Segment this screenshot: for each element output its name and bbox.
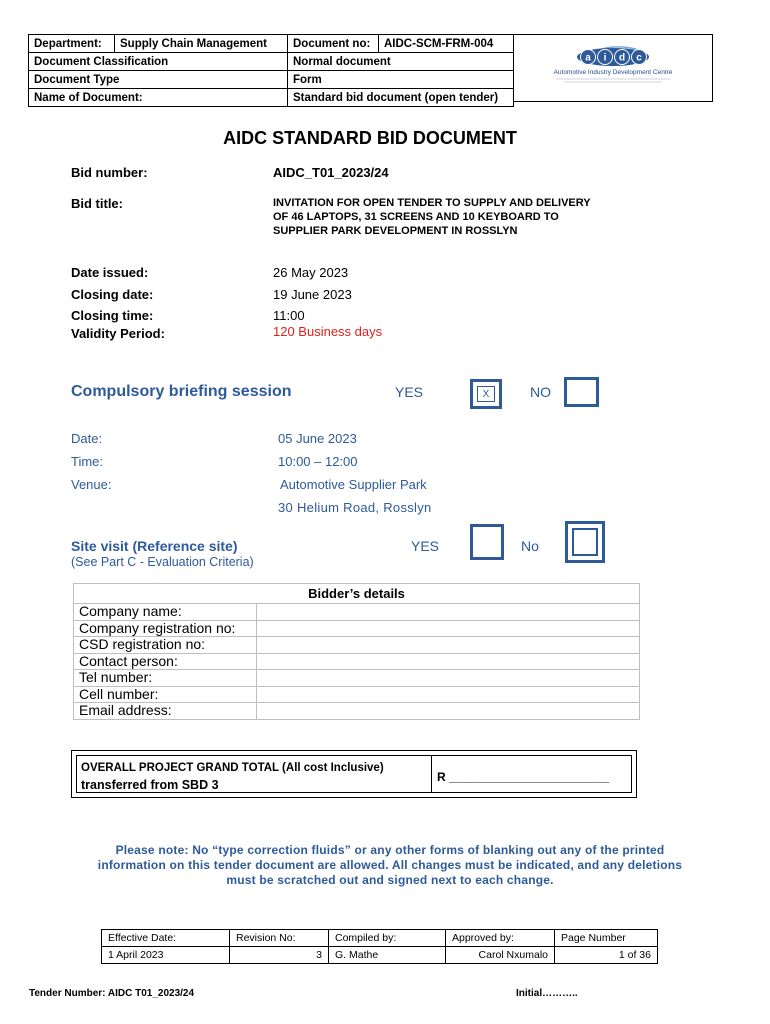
page-number-value: 1 of 36 bbox=[555, 947, 658, 964]
bid-title-line: SUPPLIER PARK DEVELOPMENT IN ROSSLYN bbox=[273, 225, 518, 237]
briefing-venue-line1: Automotive Supplier Park bbox=[280, 477, 427, 492]
note-line: Please note: No “type correction fluids” or any other forms of blanking out any of the printed bbox=[115, 843, 665, 857]
briefing-date-label: Date: bbox=[71, 431, 103, 446]
closing-time-label: Closing time: bbox=[71, 308, 154, 323]
briefing-no-label: NO bbox=[530, 384, 551, 400]
department-label: Department: bbox=[29, 35, 115, 53]
site-visit-subheading: (See Part C - Evaluation Criteria) bbox=[71, 555, 254, 569]
table-row bbox=[74, 686, 640, 703]
table-row bbox=[74, 637, 640, 654]
effective-date-value: 1 April 2023 bbox=[102, 947, 230, 964]
logo-tagline: Automotive Industry Development Centre bbox=[553, 69, 673, 76]
document-type-value: Form bbox=[288, 71, 514, 89]
logo-letter-i: i bbox=[603, 52, 607, 64]
department-value: Supply Chain Management bbox=[115, 35, 288, 53]
note-line: information on this tender document are allowed. All changes must be indicated, and any deletions bbox=[97, 858, 683, 872]
logo-letter-d: d bbox=[618, 52, 626, 64]
bid-number-value: AIDC_T01_2023/24 bbox=[273, 165, 389, 180]
bidder-field-label: Cell number: bbox=[74, 686, 257, 703]
bidder-field-label: Company name: bbox=[74, 604, 257, 621]
table-row bbox=[74, 670, 640, 687]
briefing-no-checkbox[interactable] bbox=[564, 377, 599, 407]
bid-title-line: INVITATION FOR OPEN TENDER TO SUPPLY AND DELIVERY bbox=[273, 197, 591, 209]
document-header-table bbox=[28, 34, 514, 107]
site-visit-no-label: No bbox=[521, 538, 539, 554]
briefing-time-value: 10:00 – 12:00 bbox=[278, 454, 358, 469]
document-no-value: AIDC-SCM-FRM-004 bbox=[379, 35, 514, 53]
classification-value: Normal document bbox=[288, 53, 514, 71]
company-name-field[interactable] bbox=[257, 604, 640, 621]
briefing-venue-label: Venue: bbox=[71, 477, 112, 492]
classification-label: Document Classification bbox=[29, 53, 288, 71]
briefing-heading: Compulsory briefing session bbox=[71, 383, 292, 400]
aidc-logo bbox=[514, 34, 713, 102]
effective-date-header: Effective Date: bbox=[102, 930, 230, 947]
closing-time-value: 11:00 bbox=[273, 308, 305, 323]
grand-total-divider bbox=[431, 756, 432, 792]
compiled-by-value: G. Mathe bbox=[329, 947, 446, 964]
site-visit-heading: Site visit (Reference site) bbox=[71, 538, 238, 554]
grand-total-value[interactable]: R ________________________ bbox=[437, 770, 610, 784]
initial-footer: Initial……….. bbox=[516, 988, 578, 999]
document-name-value: Standard bid document (open tender) bbox=[288, 89, 514, 107]
table-row bbox=[74, 703, 640, 720]
compiled-by-header: Compiled by: bbox=[329, 930, 446, 947]
company-registration-field[interactable] bbox=[257, 620, 640, 637]
approved-by-header: Approved by: bbox=[446, 930, 555, 947]
revision-table bbox=[101, 929, 658, 964]
bidder-field-label: CSD registration no: bbox=[74, 637, 257, 654]
csd-registration-field[interactable] bbox=[257, 637, 640, 654]
document-name-label: Name of Document: bbox=[29, 89, 288, 107]
bid-title-label: Bid title: bbox=[71, 196, 123, 211]
table-row bbox=[74, 653, 640, 670]
bidder-details-heading: Bidder’s details bbox=[74, 584, 640, 604]
closing-date-label: Closing date: bbox=[71, 287, 154, 302]
contact-person-field[interactable] bbox=[257, 653, 640, 670]
revision-no-header: Revision No: bbox=[230, 930, 329, 947]
site-visit-yes-checkbox[interactable] bbox=[470, 524, 504, 560]
site-visit-yes-label: YES bbox=[411, 538, 440, 554]
bidder-field-label: Email address: bbox=[74, 703, 257, 720]
grand-total-label-line2: transferred from SBD 3 bbox=[81, 778, 219, 792]
revision-no-value: 3 bbox=[230, 947, 329, 964]
briefing-yes-checkbox[interactable] bbox=[470, 379, 502, 409]
page-number-header: Page Number bbox=[555, 930, 658, 947]
cell-number-field[interactable] bbox=[257, 686, 640, 703]
grand-total-inner bbox=[76, 755, 632, 793]
validity-period-label: Validity Period: bbox=[71, 326, 165, 341]
closing-date-value: 19 June 2023 bbox=[273, 287, 352, 302]
briefing-date-value: 05 June 2023 bbox=[278, 431, 357, 446]
briefing-yes-label: YES bbox=[395, 384, 424, 400]
correction-fluid-note bbox=[60, 843, 720, 888]
logo-letter-c: c bbox=[636, 52, 642, 64]
bidder-field-label: Company registration no: bbox=[74, 620, 257, 637]
bid-number-label: Bid number: bbox=[71, 165, 148, 180]
briefing-venue-line2: 30 Helium Road, Rosslyn bbox=[278, 500, 432, 515]
approved-by-value: Carol Nxumalo bbox=[446, 947, 555, 964]
date-issued-label: Date issued: bbox=[71, 265, 149, 280]
briefing-yes-mark: X bbox=[477, 386, 495, 402]
logo-letter-a: a bbox=[585, 52, 591, 64]
grand-total-label-line1: OVERALL PROJECT GRAND TOTAL (All cost Inclusive) bbox=[81, 762, 384, 774]
email-address-field[interactable] bbox=[257, 703, 640, 720]
validity-period-value: 120 Business days bbox=[273, 324, 383, 339]
site-visit-no-checkbox[interactable] bbox=[565, 521, 605, 563]
bid-title-line: OF 46 LAPTOPS, 31 SCREENS AND 10 KEYBOARD TO bbox=[273, 211, 559, 223]
site-visit-no-inner bbox=[572, 528, 598, 556]
date-issued-value: 26 May 2023 bbox=[273, 265, 349, 280]
bidder-details-table bbox=[73, 583, 640, 720]
table-row bbox=[74, 620, 640, 637]
grand-total-box bbox=[71, 750, 637, 798]
bidder-field-label: Tel number: bbox=[74, 670, 257, 687]
tel-number-field[interactable] bbox=[257, 670, 640, 687]
table-row bbox=[74, 604, 640, 621]
page-title: AIDC STANDARD BID DOCUMENT bbox=[223, 128, 517, 148]
briefing-time-label: Time: bbox=[71, 454, 104, 469]
table-row bbox=[102, 930, 658, 947]
document-no-label: Document no: bbox=[288, 35, 379, 53]
aidc-logo-mark bbox=[514, 35, 712, 101]
tender-number-footer: Tender Number: AIDC T01_2023/24 bbox=[29, 988, 195, 999]
table-row bbox=[102, 947, 658, 964]
document-type-label: Document Type bbox=[29, 71, 288, 89]
bid-title-value bbox=[273, 196, 591, 238]
note-line: must be scratched out and signed next to each change. bbox=[226, 873, 554, 887]
bidder-field-label: Contact person: bbox=[74, 653, 257, 670]
